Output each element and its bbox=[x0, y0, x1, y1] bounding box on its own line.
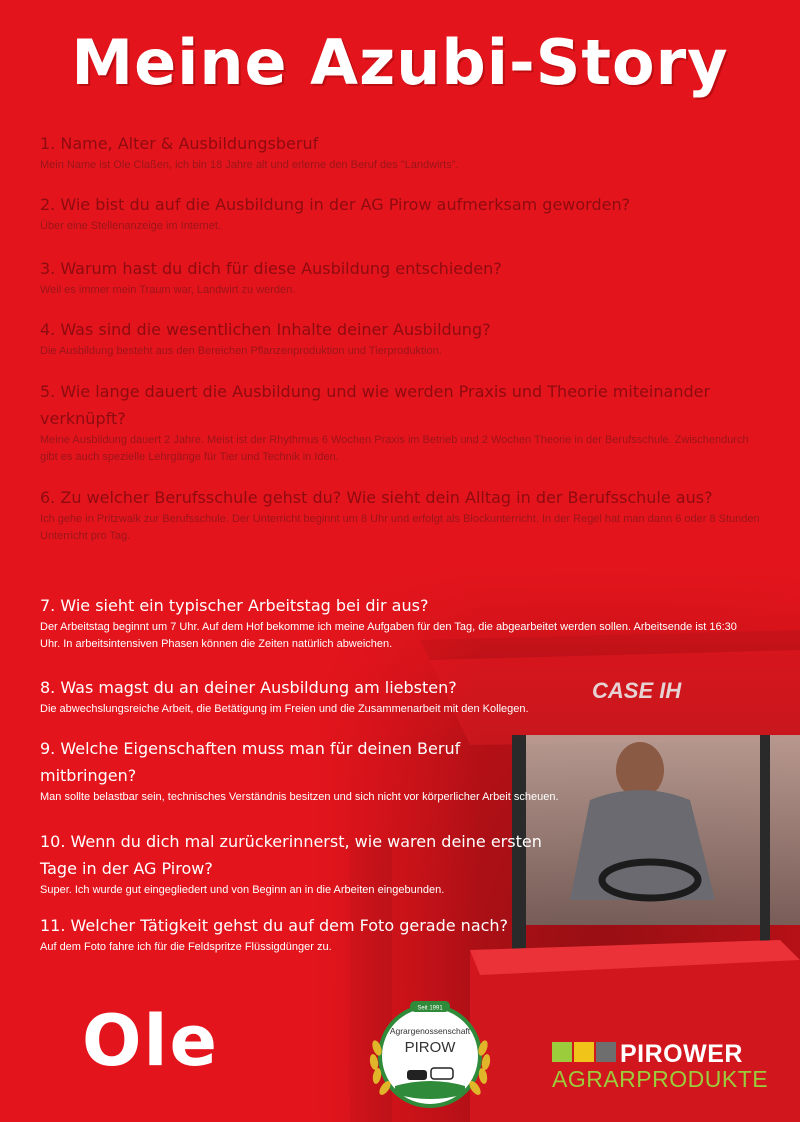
qa-item-8 bbox=[40, 674, 760, 718]
answer-10: Super. Ich wurde gut eingegliedert und von Beginn an in die Arbeiten eingebunden. bbox=[40, 884, 445, 896]
qa-item-6 bbox=[40, 484, 760, 545]
tractor-brand-label: CASE IH bbox=[592, 678, 682, 703]
question-10: 10. Wenn du dich mal zurückerinnerst, wie waren deine ersten Tage in der AG Pirow? bbox=[40, 832, 542, 878]
question-4: 4. Was sind die wesentlichen Inhalte deiner Ausbildung? bbox=[40, 320, 491, 339]
question-9: 9. Welche Eigenschaften muss man für deinen Beruf mitbringen? bbox=[40, 739, 461, 785]
answer-7: Der Arbeitstag beginnt um 7 Uhr. Auf dem Hof bekomme ich meine Aufgaben für den Tag, die abgearbeitet werden sollen. Arbeitsende ist 16:30 Uhr. In arbeitsintensiven Phasen können die Zeiten natürlich abweichen. bbox=[40, 621, 737, 650]
qa-item-11 bbox=[40, 912, 760, 956]
question-8: 8. Was magst du an deiner Ausbildung am liebsten? bbox=[40, 678, 457, 697]
answer-5: Meine Ausbildung dauert 2 Jahre. Meist ist der Rhythmus 6 Wochen Praxis im Betrieb und 2 Wochen Theorie in der Berufsschule. Zwischendurch gibt es auch spezielle Lehrgänge für Tier und Technik in Iden. bbox=[40, 434, 749, 463]
answer-4: Die Ausbildung besteht aus den Bereichen Pflanzenproduktion und Tierproduktion. bbox=[40, 345, 442, 357]
answer-6: Ich gehe in Pritzwalk zur Berufsschule. Der Unterricht beginnt um 8 Uhr und erfolgt als Blockunterricht. In der Regel hat man dann 6 oder 8 Stunden Unterricht pro Tag. bbox=[40, 513, 760, 542]
question-5: 5. Wie lange dauert die Ausbildung und wie werden Praxis und Theorie miteinander verknüpft? bbox=[40, 382, 711, 428]
question-11: 11. Welcher Tätigkeit gehst du auf dem Foto gerade nach? bbox=[40, 916, 509, 935]
qa-item-9 bbox=[40, 735, 560, 806]
qa-item-4 bbox=[40, 316, 760, 360]
logo-ag-line1: Agrargenossenschaft bbox=[389, 1026, 471, 1036]
question-7: 7. Wie sieht ein typischer Arbeitstag bei dir aus? bbox=[40, 596, 429, 615]
pirower-subtitle: AGRARPRODUKTE bbox=[552, 1066, 769, 1092]
name-tag: Ole bbox=[82, 1000, 219, 1082]
pirower-logo bbox=[552, 1040, 769, 1092]
answer-9: Man sollte belastbar sein, technisches Verständnis besitzen und sich nicht vor körperlicher Arbeit scheuen. bbox=[40, 791, 559, 803]
qa-item-5 bbox=[40, 378, 760, 466]
pirower-name: PIROWER bbox=[620, 1040, 743, 1068]
question-1: 1. Name, Alter & Ausbildungsberuf bbox=[40, 134, 319, 153]
answer-8: Die abwechslungsreiche Arbeit, die Betätigung im Freien und die Zusammenarbeit mit den Kollegen. bbox=[40, 703, 529, 715]
answer-11: Auf dem Foto fahre ich für die Feldspritze Flüssigdünger zu. bbox=[40, 941, 332, 953]
question-2: 2. Wie bist du auf die Ausbildung in der AG Pirow aufmerksam geworden? bbox=[40, 195, 631, 214]
logo-ag-line2: PIROW bbox=[404, 1039, 456, 1056]
qa-item-7 bbox=[40, 592, 760, 653]
question-6: 6. Zu welcher Berufsschule gehst du? Wie sieht dein Alltag in der Berufsschule aus? bbox=[40, 488, 713, 507]
logo-since-text: Seit 1991 bbox=[417, 1005, 443, 1012]
answer-1: Mein Name ist Ole Claßen, ich bin 18 Jahre alt und erlerne den Beruf des "Landwirts". bbox=[40, 159, 459, 171]
ag-pirow-logo bbox=[355, 998, 505, 1110]
qa-item-10 bbox=[40, 828, 560, 899]
qa-item-2 bbox=[40, 191, 760, 235]
question-3: 3. Warum hast du dich für diese Ausbildung entschieden? bbox=[40, 259, 502, 278]
answer-3: Weil es immer mein Traum war, Landwirt zu werden. bbox=[40, 284, 296, 296]
color-squares-icon bbox=[552, 1042, 616, 1064]
qa-item-3 bbox=[40, 255, 760, 299]
qa-item-1 bbox=[40, 130, 760, 174]
page-title: Meine Azubi-Story bbox=[71, 26, 729, 99]
answer-2: Über eine Stellenanzeige im Internet. bbox=[40, 220, 221, 232]
